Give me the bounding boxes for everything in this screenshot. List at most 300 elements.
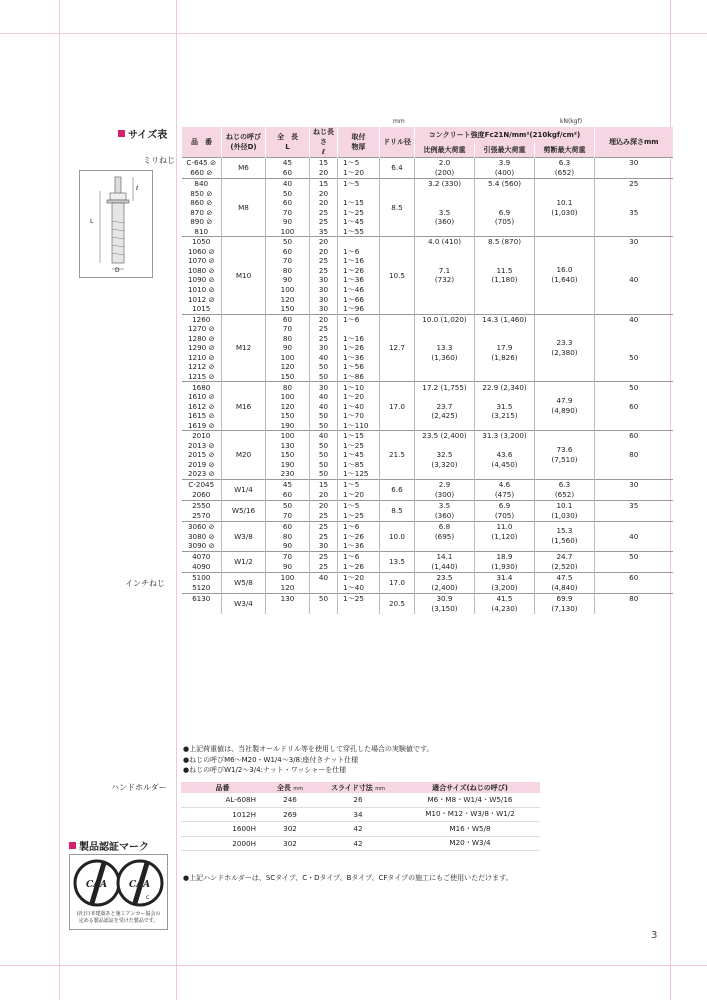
thread-length-cell: 35 (310, 227, 338, 237)
hand-holder-label: ハンドホルダー (111, 783, 167, 792)
embed-cell (595, 256, 673, 266)
prop-load-cell: 10.0 (1,020) (415, 314, 475, 324)
model-cell: 1619 ⊘ (187, 420, 215, 430)
length-cell: 120 (266, 362, 310, 372)
embed-cell (595, 392, 673, 402)
svg-text:CAA: CAA (86, 880, 108, 890)
embed-cell (595, 217, 673, 227)
length-cell: 50 (266, 500, 310, 511)
tensile-load-cell: (400) (475, 168, 535, 179)
prop-load-cell: (2,425) (415, 411, 475, 421)
model-cell: C-2045 (182, 479, 222, 490)
hh-slide: 42 (316, 836, 400, 851)
tensile-load-cell: 18.9 (475, 551, 535, 562)
mount-cell: 1〜46 (338, 285, 380, 295)
model-cell: 1050 (182, 237, 222, 247)
model-cell: 4090 (192, 561, 211, 571)
prop-load-cell (415, 256, 475, 266)
hh-header-length: 全長 mm (264, 782, 316, 793)
hh-slide: 42 (316, 822, 400, 837)
anchor-diagram (79, 170, 153, 278)
model-cell: 2015 ⊘ (187, 450, 215, 460)
prop-load-cell: 23.5 (415, 572, 475, 583)
model-cell: 890 ⊘ (190, 217, 213, 227)
thread-cell: M10 (222, 237, 266, 314)
cert-caption: (社)日本建築あと施工アンカー協会の 定める製品認証を受けた製品です。 (76, 911, 161, 924)
thread-length-cell: 30 (310, 541, 338, 551)
length-cell: 100 (266, 572, 310, 583)
prop-load-cell (415, 324, 475, 334)
hh-size: M6・M8・W1/4・W5/16 (400, 793, 540, 807)
model-cell: 1680 (182, 382, 222, 392)
prop-load-cell: (3,150) (415, 604, 475, 614)
thread-cell: W3/4 (222, 593, 266, 614)
hand-holder-note: ●上記ハンドホルダーは、SCタイプ、C・Dタイプ、Bタイプ、CFタイプの施工にもご使用いただけます。 (183, 874, 513, 882)
embed-cell (595, 372, 673, 382)
prop-load-cell (415, 469, 475, 479)
title-marker (69, 842, 76, 849)
drill-cell: 20.5 (380, 593, 415, 614)
model-cell: 1210 ⊘ (187, 352, 215, 362)
embed-cell: 30 (595, 479, 673, 490)
model-cell: 2023 ⊘ (187, 469, 215, 479)
prop-load-cell: 32.5 (415, 450, 475, 460)
cert-mark-box (69, 854, 168, 930)
model-cell: 850 ⊘ (190, 188, 213, 198)
diagram-label-L: L (90, 218, 94, 225)
drill-cell: 6.4 (380, 158, 415, 179)
embed-cell: 80 (595, 593, 673, 604)
prop-load-cell: (360) (415, 217, 475, 227)
thread-cell: M16 (222, 382, 266, 431)
length-cell: 60 (266, 198, 310, 208)
mount-cell: 1〜20 (338, 572, 380, 583)
model-cell: 3090 ⊘ (187, 541, 215, 551)
embed-cell (595, 285, 673, 295)
prop-load-cell: 3.5 (415, 208, 475, 218)
unit-kn: kN(kgf) (560, 118, 583, 125)
mount-cell: 1〜85 (338, 460, 380, 470)
hh-model: 2000H (181, 836, 264, 851)
length-cell: 60 (266, 314, 310, 324)
embed-cell: 30 (595, 158, 673, 169)
tensile-load-cell: (3,215) (475, 411, 535, 421)
embed-cell: 40 (595, 532, 673, 542)
thread-cell: W1/2 (222, 551, 266, 572)
thread-length-cell: 25 (310, 217, 338, 227)
mount-cell: 1〜26 (338, 532, 380, 542)
length-cell: 150 (266, 411, 310, 421)
mount-cell: 1〜86 (338, 372, 380, 382)
table-row (182, 179, 673, 189)
thread-cell: M8 (222, 179, 266, 237)
header-tensile-load: 引張最大荷重 (475, 142, 535, 157)
metric-thread-label: ミリねじ (143, 156, 175, 165)
prop-load-cell (415, 189, 475, 199)
mount-cell: 1〜125 (338, 469, 380, 479)
drill-cell: 8.5 (380, 500, 415, 521)
header-length: 全 長 L (266, 127, 310, 158)
thread-length-cell (310, 604, 338, 614)
embed-cell: 30 (595, 237, 673, 247)
thread-length-cell: 25 (310, 532, 338, 542)
model-cell: 2019 ⊘ (187, 459, 215, 469)
shear-load-cell: 47.5 (4,840) (535, 572, 595, 593)
embed-cell (595, 324, 673, 334)
table-row (181, 836, 540, 851)
embed-cell (595, 266, 673, 276)
model-cell: 1070 ⊘ (187, 256, 215, 266)
prop-load-cell: (695) (415, 532, 475, 542)
diagram-label-D: D (115, 267, 120, 274)
drill-cell: 8.5 (380, 179, 415, 237)
thread-length-cell: 25 (310, 511, 338, 522)
tensile-load-cell: 6.9 (475, 500, 535, 511)
mount-cell: 1〜10 (338, 382, 380, 392)
length-cell: 70 (266, 324, 310, 334)
model-cell: 1270 ⊘ (187, 324, 215, 334)
prop-load-cell: 4.0 (410) (415, 237, 475, 247)
guide-line (0, 33, 707, 34)
mount-cell: 1〜16 (338, 334, 380, 344)
thread-length-cell: 20 (310, 247, 338, 257)
thread-cell: W3/8 (222, 521, 266, 551)
thread-cell: W5/16 (222, 500, 266, 521)
mount-cell: 1〜25 (338, 511, 380, 522)
note-line: ●ねじの呼びM6〜M20・W1/4〜3/8:座付きナット仕様 (183, 755, 359, 764)
title-marker (118, 130, 125, 137)
shear-load-cell: 73.6 (7,510) (535, 431, 595, 480)
hh-model: 1600H (181, 822, 264, 837)
thread-length-cell: 15 (310, 158, 338, 169)
thread-length-cell: 40 (310, 392, 338, 402)
note-line: ●ねじの呼びW1/2〜3/4:ナット・ワッシャーを仕様 (183, 766, 347, 774)
tensile-load-cell: (1,930) (475, 562, 535, 573)
length-cell: 70 (266, 208, 310, 218)
mount-cell: 1〜6 (338, 521, 380, 531)
mount-cell: 1〜70 (338, 411, 380, 421)
thread-cell: M20 (222, 431, 266, 480)
model-cell: 1015 (192, 304, 211, 314)
embed-cell: 60 (595, 431, 673, 441)
thread-length-cell: 50 (310, 460, 338, 470)
length-cell: 130 (266, 441, 310, 451)
model-cell: 1215 ⊘ (187, 371, 215, 381)
length-cell: 50 (266, 189, 310, 199)
shear-load-cell: 10.1 (1,030) (535, 500, 595, 521)
size-table-title: サイズ表 (118, 126, 167, 141)
model-cell: 5120 (192, 582, 211, 592)
thread-cell: W1/4 (222, 479, 266, 500)
embed-cell (595, 421, 673, 431)
prop-load-cell (415, 304, 475, 314)
embed-cell: 50 (595, 551, 673, 562)
drill-cell: 10.5 (380, 237, 415, 314)
mount-cell: 1〜25 (338, 441, 380, 451)
prop-load-cell (415, 227, 475, 237)
prop-load-cell: 30.9 (415, 593, 475, 604)
length-cell: 70 (266, 551, 310, 562)
hh-model: 1012H (181, 807, 264, 822)
mount-cell: 1〜26 (338, 266, 380, 276)
tensile-load-cell (475, 189, 535, 199)
prop-load-cell (415, 198, 475, 208)
embed-cell (595, 469, 673, 479)
thread-length-cell: 15 (310, 179, 338, 189)
embed-cell (595, 521, 673, 531)
table-row (181, 793, 540, 807)
guide-line (176, 0, 177, 1000)
prop-load-cell (415, 372, 475, 382)
embed-cell (595, 362, 673, 372)
length-cell: 190 (266, 421, 310, 431)
mount-cell: 1〜36 (338, 353, 380, 363)
model-cell: 1615 ⊘ (187, 411, 215, 421)
thread-length-cell (310, 583, 338, 594)
embed-cell: 50 (595, 353, 673, 363)
thread-length-cell: 20 (310, 314, 338, 324)
table-row (182, 572, 673, 583)
prop-load-cell: (200) (415, 168, 475, 179)
length-cell: 150 (266, 372, 310, 382)
prop-load-cell (415, 334, 475, 344)
prop-load-cell: 2.9 (415, 479, 475, 490)
guide-line (0, 965, 707, 966)
hh-length: 302 (264, 836, 316, 851)
table-row (182, 237, 673, 247)
embed-cell (595, 460, 673, 470)
mount-cell: 1〜6 (338, 314, 380, 324)
hh-length: 246 (264, 793, 316, 807)
tensile-load-cell: 31.3 (3,200) (475, 431, 535, 441)
length-cell: 40 (266, 179, 310, 189)
length-cell: 60 (266, 247, 310, 257)
thread-length-cell: 30 (310, 295, 338, 305)
tensile-load-cell (475, 362, 535, 372)
svg-text:CAA: CAA (129, 880, 151, 890)
prop-load-cell: (1,440) (415, 562, 475, 573)
tensile-load-cell: 6.9 (475, 208, 535, 218)
mount-cell: 1〜66 (338, 295, 380, 305)
model-cell: 3080 ⊘ (187, 531, 215, 541)
hh-size: M10・M12・W3/8・W1/2 (400, 807, 540, 822)
thread-length-cell: 30 (310, 382, 338, 392)
thread-length-cell: 40 (310, 431, 338, 441)
model-cell: 810 (194, 226, 209, 236)
table-row (182, 500, 673, 511)
mount-cell: 1〜96 (338, 304, 380, 314)
table-row (182, 431, 673, 441)
tensile-load-cell: 11.0 (475, 521, 535, 531)
mount-cell: 1〜56 (338, 362, 380, 372)
prop-load-cell (415, 421, 475, 431)
mount-cell: 1〜6 (338, 247, 380, 257)
prop-load-cell (415, 285, 475, 295)
prop-load-cell: (360) (415, 511, 475, 522)
tensile-load-cell: 8.5 (870) (475, 237, 535, 247)
prop-load-cell: 17.2 (1,755) (415, 382, 475, 392)
note-line: ●上記荷重値は、当社製オールドリル等を使用して穿孔した場合の実験値です。 (183, 745, 434, 753)
mount-cell: 1〜40 (338, 402, 380, 412)
tensile-load-cell (475, 324, 535, 334)
drill-cell: 10.0 (380, 521, 415, 551)
shear-load-cell: 24.7 (2,520) (535, 551, 595, 572)
mount-cell: 1〜5 (338, 479, 380, 490)
prop-load-cell (415, 362, 475, 372)
mount-cell: 1〜45 (338, 217, 380, 227)
tensile-load-cell: 43.6 (475, 450, 535, 460)
tensile-load-cell (475, 372, 535, 382)
mount-cell: 1〜20 (338, 392, 380, 402)
embed-cell: 60 (595, 572, 673, 583)
embed-cell (595, 227, 673, 237)
mount-cell: 1〜110 (338, 421, 380, 431)
length-cell: 90 (266, 343, 310, 353)
tensile-load-cell: (1,826) (475, 353, 535, 363)
model-cell: 1060 ⊘ (187, 246, 215, 256)
thread-length-cell: 20 (310, 500, 338, 511)
thread-length-cell: 50 (310, 469, 338, 479)
length-cell: 100 (266, 227, 310, 237)
shear-load-cell: 47.9 (4,890) (535, 382, 595, 431)
thread-length-cell: 50 (310, 593, 338, 604)
shear-load-cell: 23.3 (2,380) (535, 314, 595, 382)
cert-title: 製品認証マーク (69, 838, 149, 853)
mount-cell: 1〜36 (338, 275, 380, 285)
mount-cell (338, 189, 380, 199)
embed-cell (595, 343, 673, 353)
mount-cell: 1〜20 (338, 168, 380, 179)
length-cell: 90 (266, 275, 310, 285)
embed-cell (595, 295, 673, 305)
mount-cell (338, 237, 380, 247)
page-number: 3 (651, 930, 658, 941)
tensile-load-cell: 14.3 (1,460) (475, 314, 535, 324)
tensile-load-cell: 5.4 (560) (475, 179, 535, 189)
length-cell: 45 (266, 158, 310, 169)
model-cell: 1280 ⊘ (187, 333, 215, 343)
embed-cell (595, 189, 673, 199)
drill-cell: 6.6 (380, 479, 415, 500)
length-cell: 100 (266, 285, 310, 295)
tensile-load-cell: (3,200) (475, 583, 535, 594)
thread-length-cell: 25 (310, 266, 338, 276)
embed-cell (595, 304, 673, 314)
model-cell: 1090 ⊘ (187, 275, 215, 285)
tensile-load-cell (475, 392, 535, 402)
mount-cell: 1〜20 (338, 490, 380, 501)
embed-cell (595, 562, 673, 573)
header-mount: 取付 物厚 (338, 127, 380, 158)
model-cell: 1612 ⊘ (187, 401, 215, 411)
thread-length-cell: 50 (310, 372, 338, 382)
tensile-load-cell: (1,180) (475, 275, 535, 285)
embed-cell (595, 334, 673, 344)
hh-length: 302 (264, 822, 316, 837)
header-thread-length: ねじ長さ ℓ (310, 127, 338, 158)
length-cell: 150 (266, 304, 310, 314)
thread-length-cell: 25 (310, 562, 338, 573)
length-cell: 120 (266, 295, 310, 305)
hh-header-size: 適合サイズ(ねじの呼び) (400, 782, 540, 793)
model-cell: 870 ⊘ (190, 207, 213, 217)
drill-cell: 17.0 (380, 572, 415, 593)
length-cell: 120 (266, 402, 310, 412)
thread-length-cell: 15 (310, 479, 338, 490)
tensile-load-cell (475, 304, 535, 314)
length-cell: 60 (266, 168, 310, 179)
header-drill: ドリル径 (380, 127, 415, 158)
thread-cell: W5/8 (222, 572, 266, 593)
thread-length-cell: 30 (310, 285, 338, 295)
thread-length-cell: 30 (310, 304, 338, 314)
mount-cell: 1〜15 (338, 431, 380, 441)
mount-cell: 1〜5 (338, 179, 380, 189)
tensile-load-cell: 41.5 (475, 593, 535, 604)
shear-load-cell: 6.3 (652) (535, 479, 595, 500)
embed-cell (595, 441, 673, 451)
thread-length-cell: 25 (310, 334, 338, 344)
hh-slide: 34 (316, 807, 400, 822)
table-row (181, 807, 540, 822)
inch-thread-label: インチねじ (125, 579, 165, 588)
length-cell: 150 (266, 450, 310, 460)
prop-load-cell: 3.2 (330) (415, 179, 475, 189)
model-cell: 1610 ⊘ (187, 392, 215, 402)
tensile-load-cell: 31.5 (475, 402, 535, 412)
length-cell: 230 (266, 469, 310, 479)
table-row (182, 479, 673, 490)
shear-load-cell: 10.1 (1,030) (535, 179, 595, 237)
embed-cell: 50 (595, 382, 673, 392)
table-row (182, 593, 673, 604)
prop-load-cell (415, 247, 475, 257)
tensile-load-cell (475, 256, 535, 266)
model-cell: 1010 ⊘ (187, 285, 215, 295)
embed-cell (595, 511, 673, 522)
length-cell: 100 (266, 353, 310, 363)
tensile-load-cell: 17.9 (475, 343, 535, 353)
model-cell: 860 ⊘ (190, 198, 213, 208)
mount-cell: 1〜45 (338, 450, 380, 460)
thread-length-cell: 20 (310, 490, 338, 501)
header-concrete: コンクリート強度Fc21N/mm²(210kgf/cm²) (415, 127, 595, 142)
length-cell: 45 (266, 479, 310, 490)
header-shear-load: 剪断最大荷重 (535, 142, 595, 157)
length-cell: 60 (266, 490, 310, 501)
tensile-load-cell: (1,120) (475, 532, 535, 542)
guide-line (59, 0, 60, 1000)
thread-length-cell: 25 (310, 324, 338, 334)
tensile-load-cell (475, 469, 535, 479)
header-thread: ねじの呼び (外径D) (222, 127, 266, 158)
model-cell: 2060 (192, 490, 211, 500)
prop-load-cell (415, 392, 475, 402)
prop-load-cell: 13.3 (415, 343, 475, 353)
tensile-load-cell: 22.9 (2,340) (475, 382, 535, 392)
thread-length-cell: 40 (310, 353, 338, 363)
mount-cell: 1〜6 (338, 551, 380, 562)
hh-header-slide: スライド寸法 mm (316, 782, 400, 793)
embed-cell (595, 604, 673, 614)
length-cell: 80 (266, 532, 310, 542)
length-cell: 130 (266, 593, 310, 604)
mount-cell: 1〜15 (338, 198, 380, 208)
thread-length-cell: 20 (310, 198, 338, 208)
hh-header-model: 品番 (181, 782, 264, 793)
embed-cell (595, 583, 673, 594)
tensile-load-cell: 3.9 (475, 158, 535, 169)
